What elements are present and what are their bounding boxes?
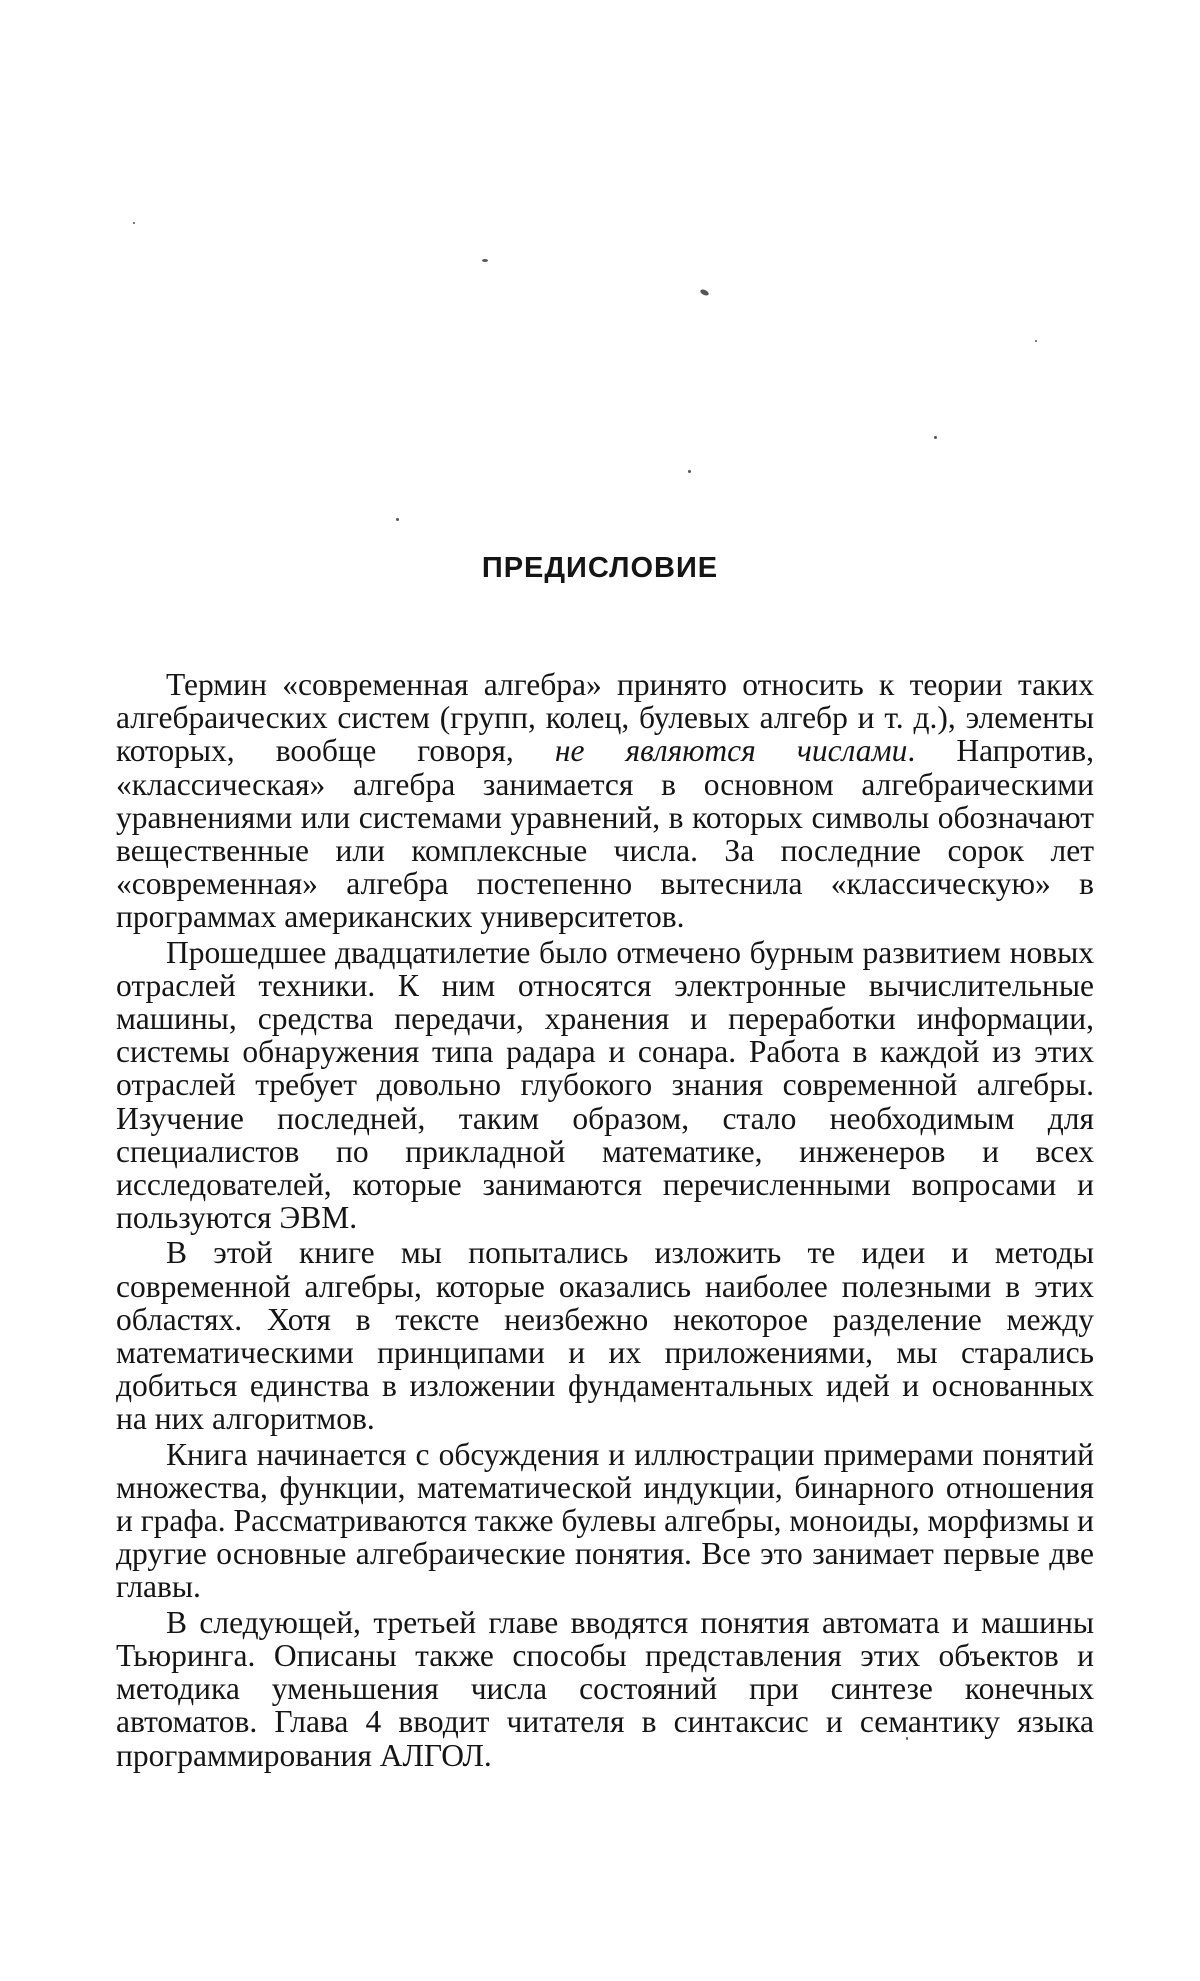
paragraph-3: В этой книге мы попытались изложить те идеи и методы современной алгебры, которые оказались наиболее полезными в этих областях. Хотя в тексте неизбежно некоторое разделение между математическими принципами и их приложениями, мы старались добиться единства в изложении фундаментальных идей и основанных на них алгоритмов. xyxy=(116,1236,1094,1435)
scan-speck xyxy=(934,436,937,439)
paragraph-1-emphasis: не являются числами xyxy=(555,733,908,768)
scan-speck xyxy=(482,259,488,262)
body-text xyxy=(116,668,1094,1774)
paragraph-5: В следующей, третьей главе вводятся понятия автомата и машины Тьюринга. Описаны также способы представления этих объектов и методика уменьшения числа состояний при синтезе конечных автоматов. Глава 4 вводит читателя в синтаксис и семантику языка программирования АЛГОЛ. xyxy=(116,1606,1094,1772)
document-page xyxy=(0,0,1200,1981)
paragraph-4: Книга начинается с обсуждения и иллюстрации примерами понятий множества, функции, математической индукции, бинарного отношения и графа. Рассматриваются также булевы алгебры, моноиды, морфизмы и другие основные алгебраические понятия. Все это занимает первые две главы. xyxy=(116,1438,1094,1604)
paragraph-1 xyxy=(116,668,1094,934)
scan-speck xyxy=(688,470,691,473)
scan-speck xyxy=(699,288,709,296)
page-title: ПРЕДИСЛОВИЕ xyxy=(0,552,1200,585)
scan-speck xyxy=(133,222,135,224)
paragraph-2: Прошедшее двадцатилетие было отмечено бурным развитием новых отраслей техники. К ним относятся электронные вычислительные машины, средства передачи, хранения и переработки информации, системы обнаружения типа радара и сонара. Работа в каждой из этих отраслей требует довольно глубокого знания современной алгебры. Изучение последней, таким образом, стало необходимым для специалистов по прикладной математике, инженеров и всех исследователей, которые занимаются перечисленными вопросами и пользуются ЭВМ. xyxy=(116,936,1094,1235)
scan-speck xyxy=(1035,340,1037,342)
paragraph-1-after: . Напротив, «классическая» алгебра занимается в основном алгебраическими уравнениями или системами уравнений, в которых символы обозначают вещественные или комплексные числа. За последние сорок лет «современная» алгебра постепенно вытеснила «классическую» в программах американских университетов. xyxy=(116,733,1094,934)
scan-speck xyxy=(396,518,399,521)
paragraph-1-before: Термин «современная алгебра» принято относить к теории таких алгебраических систем (групп, колец, булевых алгебр и т. д.), элементы которых, вообще говоря, xyxy=(116,667,1094,768)
